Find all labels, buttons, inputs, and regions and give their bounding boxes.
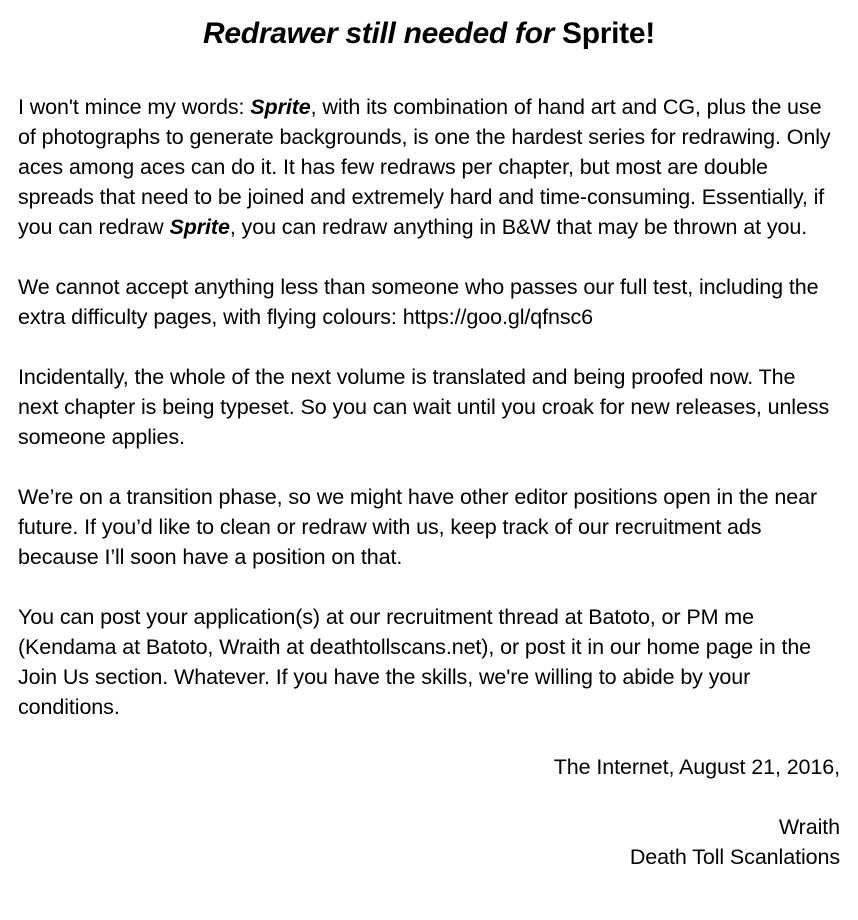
paragraph-test-requirements: [18, 272, 840, 332]
series-name: Sprite: [250, 95, 311, 119]
paragraph-how-to-apply: You can post your application(s) at our recruitment thread at Batoto, or PM me (Kendama at Batoto, Wraith at deathtollscans.net), or post it in our home page in the Join Us section. Whatever. If you have the skills, we're willing to abide by your conditions.: [18, 605, 812, 719]
text-segment: , you can redraw anything in B&W that may be thrown at you.: [229, 215, 808, 239]
paragraph-release-status: Incidentally, the whole of the next volume is translated and being proofed now. The next chapter is being typeset. So you can wait until you croak for new releases, unless someone applies.: [18, 365, 830, 449]
signature-group: Death Toll Scanlations: [629, 845, 840, 869]
text-segment: , with its combination of hand art and CG, plus the use of photographs to generate backgrounds, is one the hardest series for redrawing. Only aces among aces can do it. It has few redraws per chapter, but most are double spreads that need to be joined and extremely hard and time-consuming. Essentially, if you can redraw: [18, 95, 831, 239]
paragraph-transition-phase: We’re on a transition phase, so we might have other editor positions open in the near future. If you’d like to clean or redraw with us, keep track of our recruitment ads because I’ll soon have a position on that.: [18, 485, 818, 569]
signature-block: [18, 812, 840, 872]
page-title-series-name: Sprite!: [562, 17, 655, 50]
text-segment: I won't mince my words:: [18, 95, 251, 119]
dateline: The Internet, August 21, 2016,: [553, 755, 840, 779]
paragraph-intro: [18, 92, 840, 242]
series-name: Sprite: [169, 215, 230, 239]
test-url-text: https://goo.gl/qfnsc6: [402, 305, 594, 329]
page-title: [18, 14, 840, 54]
text-segment: We cannot accept anything less than someone who passes our full test, including the extra difficulty pages, with flying colours:: [18, 275, 819, 329]
page-title-main: Redrawer still needed for: [203, 17, 563, 50]
signature-name: Wraith: [778, 815, 840, 839]
